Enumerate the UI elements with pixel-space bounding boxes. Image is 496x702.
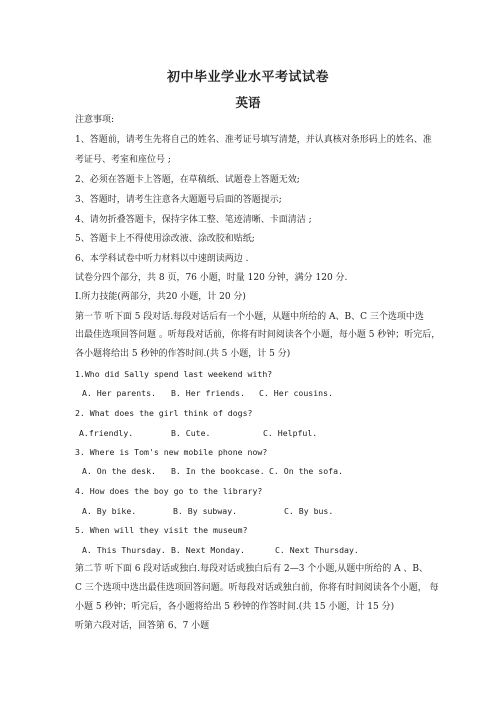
section1-instruction: 出最佳选项回答问题 。听每段对话前，你将有时间阅读各个小题，每小题 5 秒钟；听完后， <box>75 330 441 340</box>
option-a: A. This Thursday. <box>82 545 166 555</box>
part1-title: Ⅰ.所力技能(两部分，共20 小题，计 20 分) <box>75 292 246 302</box>
option-a: A. Her parents. <box>82 388 156 398</box>
note-line: 4、请勿折叠答题卡，保持字体工整、笔迹清晰、卡面清洁 ; <box>75 215 312 225</box>
option-c: C. Her cousins. <box>259 388 333 398</box>
section2-instruction: C 三个选项中选出最佳选项回答问题。听每段对话或独白前，你将有时间阅读各个小题， 每 <box>75 583 439 593</box>
option-b: B. In the bookcase. <box>171 466 265 476</box>
option-c: C. By bus. <box>284 506 334 516</box>
section1-instruction: 各小题将给出 5 秒钟的作答时间.(共 5 小题，计 5 分) <box>75 349 291 359</box>
question-text: 3. Where is Tom's new mobile phone now? <box>75 447 268 457</box>
option-a: A. On the desk. <box>82 466 156 476</box>
note-line: 6、本学科试卷中听力材料以中速朗读两边 . <box>75 254 249 264</box>
note-line: 5、答题卡上不得使用涂改液、涂改胶和贴纸; <box>75 234 255 244</box>
question-text: 4. How does the boy go to the library? <box>75 486 263 496</box>
option-b: B. Next Monday. <box>171 545 245 555</box>
option-c: C. Helpful. <box>263 428 318 438</box>
note-line: 3、答题时，请考生注意各大题题号后面的答题提示; <box>75 195 282 205</box>
option-b: B. By subway. <box>173 506 238 516</box>
subject-title: 英语 <box>235 95 261 110</box>
note-line: 考证号、考室和座位号 ; <box>75 155 171 165</box>
exam-summary: 试卷分四个部分，共 8 页，76 小题，时量 120 分钟，满分 120 分. <box>75 273 348 283</box>
section2-instruction: 第二节 听下面 6 段对话或独白.每段对话或独白后有 2—3 个小题,从题中所给的 A 、B、 <box>75 564 429 574</box>
note-line: 1、答题前，请考生先将自己的姓名、准考证号填写清楚，并认真核对条形码上的姓名、准 <box>75 135 432 145</box>
option-a: A.friendly. <box>79 428 134 438</box>
notes-heading: 注意事项: <box>75 115 115 125</box>
exam-title: 初中毕业学业水平考试试卷 <box>166 70 329 85</box>
option-b: B. Cute. <box>171 428 211 438</box>
question-text: 1.Who did Sally spend last weekend with? <box>75 369 273 379</box>
option-a: A. By bike. <box>82 506 137 516</box>
option-b: B. Her friends. <box>171 388 245 398</box>
section2-prompt: 听第六段对话，回答第 6、7 小题 <box>75 621 210 631</box>
question-text: 5. When will they visit the museum? <box>75 525 248 535</box>
section2-instruction: 小题 5 秒钟；听完后，各小题将给出 5 秒钟的作答时间.(共 15 小题，计 15 分) <box>75 602 395 612</box>
option-c: C. On the sofa. <box>269 466 343 476</box>
option-c: C. Next Thursday. <box>275 545 359 555</box>
note-line: 2、必须在答题卡上答题，在草稿纸、试题卷上答题无效; <box>75 175 300 185</box>
question-text: 2. What does the girl think of dogs? <box>75 408 253 418</box>
section1-instruction: 第一节 听下面 5 段对话.每段对话后有一个小题，从题中所给的 A、B、C 三个选项中选 <box>75 312 424 322</box>
